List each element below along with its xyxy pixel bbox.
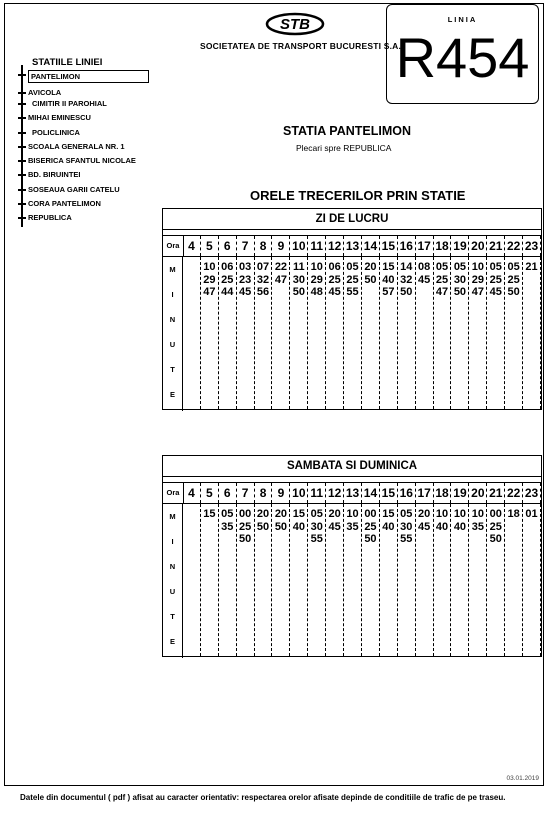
departure-minute: 45	[328, 286, 341, 298]
departure-minute: 20	[364, 261, 377, 273]
company-name: SOCIETATEA DE TRANSPORT BUCURESTI S.A.	[200, 41, 402, 51]
hour-cell: 15	[380, 236, 398, 256]
hour-cell: 10	[290, 236, 308, 256]
minutes-column	[416, 504, 434, 656]
hour-cell: 15	[380, 483, 398, 503]
departure-minute: 22	[274, 261, 288, 273]
hour-cell: 18	[434, 483, 452, 503]
departure-minute: 06	[328, 261, 341, 273]
station-item: SCOALA GENERALA NR. 1	[28, 142, 125, 151]
departure-minute: 35	[471, 520, 484, 533]
line-number-box	[386, 4, 539, 104]
disclaimer-footnote: Datele din documentul ( pdf ) afisat au caracter orientativ: respectarea orelor afisate depinde de conditiile de trafic de pe traseu.	[20, 793, 506, 802]
hour-header-row	[163, 235, 541, 257]
minutes-column	[219, 504, 237, 656]
departure-minute: 10	[203, 261, 216, 273]
departure-minute: 35	[221, 520, 234, 533]
departure-minute: 08	[418, 261, 431, 273]
departure-minute: 45	[418, 273, 431, 286]
station-item: REPUBLICA	[28, 213, 72, 222]
departure-minute: 15	[292, 508, 305, 520]
minutes-column	[344, 504, 362, 656]
departure-minute: 00	[239, 508, 252, 520]
hour-cell: 6	[219, 483, 237, 503]
stop-title: STATIA PANTELIMON	[283, 124, 411, 138]
departure-minute: 50	[364, 533, 377, 545]
station-item: POLICLINICA	[32, 128, 80, 137]
departure-minute: 50	[239, 533, 252, 545]
station-marker	[18, 103, 26, 105]
departure-minute: 25	[364, 520, 377, 533]
departure-minute: 10	[471, 508, 484, 520]
hour-cell: 9	[273, 483, 291, 503]
minutes-column	[219, 257, 237, 409]
minutes-column	[398, 257, 416, 409]
departure-minute: 32	[256, 273, 270, 286]
departure-minute: 30	[292, 273, 305, 286]
departure-minute: 32	[400, 273, 413, 286]
departure-minute: 25	[435, 273, 449, 286]
hour-cell: 23	[523, 483, 541, 503]
departure-minute: 15	[203, 508, 216, 520]
station-item: AVICOLA	[28, 88, 62, 97]
departure-minute: 25	[489, 273, 502, 286]
departure-minute: 25	[489, 520, 502, 533]
departure-minute: 15	[382, 261, 395, 273]
minutes-column	[183, 257, 201, 409]
minutes-column	[326, 257, 344, 409]
departure-minute: 47	[435, 286, 449, 298]
minutes-label	[163, 504, 183, 658]
departure-minute: 07	[256, 261, 270, 273]
minutes-column	[487, 257, 505, 409]
departure-minute: 00	[489, 508, 502, 520]
minutes-label-letter: E	[169, 390, 175, 399]
departure-minute: 05	[507, 261, 520, 273]
departure-minute: 40	[382, 273, 395, 286]
hour-cell: 16	[398, 236, 416, 256]
departure-minute: 29	[203, 273, 216, 286]
departure-minute: 05	[346, 261, 359, 273]
departure-minute: 44	[221, 286, 234, 298]
departure-minute: 30	[453, 273, 467, 286]
departure-minute: 45	[418, 520, 431, 533]
minutes-column	[505, 504, 523, 656]
hour-cell: 7	[237, 483, 255, 503]
station-item: SOSEAUA GARII CATELU	[28, 185, 120, 194]
minutes-column	[452, 504, 470, 656]
station-marker	[18, 174, 26, 176]
hour-cell: 17	[416, 236, 434, 256]
departure-minute: 50	[274, 520, 288, 533]
station-item: BISERICA SFANTUL NICOLAE	[28, 156, 136, 165]
departure-minute: 55	[400, 533, 413, 545]
hour-cell: 19	[452, 483, 470, 503]
departure-minute: 05	[453, 261, 467, 273]
minutes-column	[183, 504, 201, 656]
line-number: R454	[395, 26, 530, 89]
hour-cell: 5	[201, 483, 219, 503]
station-marker	[18, 160, 26, 162]
minutes-label-letter: N	[169, 562, 176, 571]
departure-minute: 15	[382, 508, 395, 520]
minutes-label-letter: T	[170, 365, 175, 374]
minutes-column	[362, 257, 380, 409]
hour-cell: 8	[255, 483, 273, 503]
hour-cell: 14	[362, 483, 380, 503]
minutes-column	[505, 257, 523, 409]
hour-cell: 7	[237, 236, 255, 256]
departure-minute: 35	[346, 520, 359, 533]
minutes-column	[255, 257, 273, 409]
departure-minute: 05	[221, 508, 234, 520]
timetable-weekend	[162, 455, 542, 657]
minutes-column	[523, 257, 541, 409]
minutes-column	[452, 257, 470, 409]
minutes-column	[237, 257, 255, 409]
departure-minute: 05	[435, 261, 449, 273]
minutes-column	[308, 504, 326, 656]
station-item: PANTELIMON	[28, 70, 149, 83]
departure-minute: 45	[239, 286, 252, 298]
departure-minute: 56	[256, 286, 270, 298]
minutes-column	[344, 257, 362, 409]
minutes-column	[273, 257, 291, 409]
station-item: MIHAI EMINESCU	[28, 113, 91, 122]
station-marker	[18, 146, 26, 148]
departure-minute: 05	[310, 508, 323, 520]
departure-minute: 20	[274, 508, 288, 520]
minutes-column	[469, 257, 487, 409]
minutes-column	[362, 504, 380, 656]
minutes-label-letter: M	[169, 265, 176, 274]
departure-minute: 47	[203, 286, 216, 298]
departure-minute: 55	[346, 286, 359, 298]
hour-cell: 12	[326, 483, 344, 503]
hour-cell: 9	[273, 236, 291, 256]
departure-minute: 10	[471, 261, 484, 273]
hour-cell: 21	[487, 236, 505, 256]
timetable-weekday	[162, 208, 542, 410]
departure-minute: 47	[274, 273, 288, 286]
minutes-label-letter: U	[169, 587, 176, 596]
departure-minute: 50	[292, 286, 305, 298]
departure-minute: 45	[328, 520, 341, 533]
stop-direction: Plecari spre REPUBLICA	[296, 143, 392, 153]
minutes-label-letter: T	[170, 612, 175, 621]
departure-minute: 29	[471, 273, 484, 286]
minutes-column	[308, 257, 326, 409]
minutes-column	[201, 504, 219, 656]
station-marker	[18, 217, 26, 219]
departure-minute: 06	[221, 261, 234, 273]
minutes-column	[290, 257, 308, 409]
departure-minute: 57	[382, 286, 395, 298]
station-item: CIMITIR II PAROHIAL	[32, 99, 107, 108]
hour-cell: 20	[469, 483, 487, 503]
departure-minute: 29	[310, 273, 323, 286]
hour-cell: 22	[505, 236, 523, 256]
departure-minute: 25	[328, 273, 341, 286]
station-item: CORA PANTELIMON	[28, 199, 101, 208]
departure-minute: 05	[489, 261, 502, 273]
departure-minute: 11	[293, 261, 305, 273]
svg-text:STB: STB	[280, 16, 310, 33]
stb-logo	[265, 12, 325, 36]
station-marker	[18, 132, 26, 134]
departure-minute: 55	[310, 533, 323, 545]
hour-cell: 23	[523, 236, 541, 256]
minutes-label	[163, 257, 183, 411]
timetable-title: ZI DE LUCRU	[163, 209, 541, 230]
hour-label: Ora	[163, 483, 184, 503]
document-date: 03.01.2019	[506, 775, 539, 782]
departure-minute: 00	[364, 508, 377, 520]
minutes-column	[523, 504, 541, 656]
minutes-column	[434, 257, 452, 409]
hour-cell: 22	[505, 483, 523, 503]
departure-minute: 20	[328, 508, 341, 520]
minutes-label-letter: I	[171, 290, 174, 299]
departure-minute: 25	[221, 273, 234, 286]
hour-cell: 18	[434, 236, 452, 256]
minutes-column	[416, 257, 434, 409]
departure-minute: 10	[310, 261, 323, 273]
departure-minute: 40	[292, 520, 305, 533]
hour-cell: 4	[183, 236, 201, 256]
minutes-column	[487, 504, 505, 656]
departure-minute: 40	[453, 520, 467, 533]
departure-minute: 48	[310, 286, 323, 298]
departure-minute: 50	[364, 273, 377, 286]
stations-title: STATIILE LINIEI	[32, 57, 103, 68]
departure-minute: 50	[256, 520, 270, 533]
minutes-label-letter: U	[169, 340, 176, 349]
hour-cell: 13	[344, 236, 362, 256]
hour-label: Ora	[163, 236, 184, 256]
departure-minute: 20	[418, 508, 431, 520]
timetable-title: SAMBATA SI DUMINICA	[163, 456, 541, 477]
hour-cell: 11	[308, 483, 326, 503]
departure-minute: 47	[471, 286, 484, 298]
departure-minute: 05	[400, 508, 413, 520]
departure-minute: 25	[239, 520, 252, 533]
departure-minute: 50	[507, 286, 520, 298]
departure-minute: 18	[507, 508, 520, 520]
hour-cell: 21	[487, 483, 505, 503]
departure-minute: 45	[489, 286, 502, 298]
hour-cell: 4	[183, 483, 201, 503]
departure-minute: 40	[435, 520, 449, 533]
minutes-column	[273, 504, 291, 656]
station-marker	[18, 203, 26, 205]
departure-minute: 03	[239, 261, 252, 273]
minutes-column	[398, 504, 416, 656]
hour-cell: 8	[255, 236, 273, 256]
minutes-label-letter: N	[169, 315, 176, 324]
departure-minute: 21	[525, 261, 538, 273]
hour-cell: 16	[398, 483, 416, 503]
minutes-column	[469, 504, 487, 656]
departure-minute: 10	[435, 508, 449, 520]
hour-cell: 11	[308, 236, 326, 256]
station-item: BD. BIRUINTEI	[28, 170, 81, 179]
departure-minute: 10	[453, 508, 467, 520]
minutes-label-letter: I	[171, 537, 174, 546]
hour-cell: 19	[452, 236, 470, 256]
departure-minute: 25	[507, 273, 520, 286]
hour-cell: 6	[219, 236, 237, 256]
schedule-title: ORELE TRECERILOR PRIN STATIE	[250, 188, 466, 203]
departure-minute: 01	[525, 508, 538, 520]
minutes-column	[434, 504, 452, 656]
hour-cell: 10	[290, 483, 308, 503]
station-marker	[18, 74, 26, 76]
minutes-column	[326, 504, 344, 656]
departure-minute: 50	[400, 286, 413, 298]
departure-minute: 25	[346, 273, 359, 286]
departure-minute: 23	[239, 273, 252, 286]
departure-minute: 40	[382, 520, 395, 533]
line-label: LINIA	[447, 15, 478, 24]
departure-minute: 50	[453, 286, 467, 298]
hour-cell: 14	[362, 236, 380, 256]
minutes-label-letter: M	[169, 512, 176, 521]
hour-cell: 20	[469, 236, 487, 256]
minutes-column	[380, 257, 398, 409]
departure-minute: 50	[489, 533, 502, 545]
minutes-column	[255, 504, 273, 656]
hour-header-row	[163, 482, 541, 504]
minutes-column	[290, 504, 308, 656]
hour-cell: 13	[344, 483, 362, 503]
departure-minute: 14	[400, 261, 413, 273]
station-marker	[18, 117, 26, 119]
departure-minute: 10	[346, 508, 359, 520]
minutes-column	[237, 504, 255, 656]
station-marker	[18, 189, 26, 191]
hour-cell: 5	[201, 236, 219, 256]
station-marker	[18, 92, 26, 94]
departure-minute: 30	[400, 520, 413, 533]
hour-cell: 17	[416, 483, 434, 503]
hour-cell: 12	[326, 236, 344, 256]
departure-minute: 20	[256, 508, 270, 520]
minutes-column	[201, 257, 219, 409]
minutes-column	[380, 504, 398, 656]
minutes-label-letter: E	[169, 637, 175, 646]
departure-minute: 30	[310, 520, 323, 533]
